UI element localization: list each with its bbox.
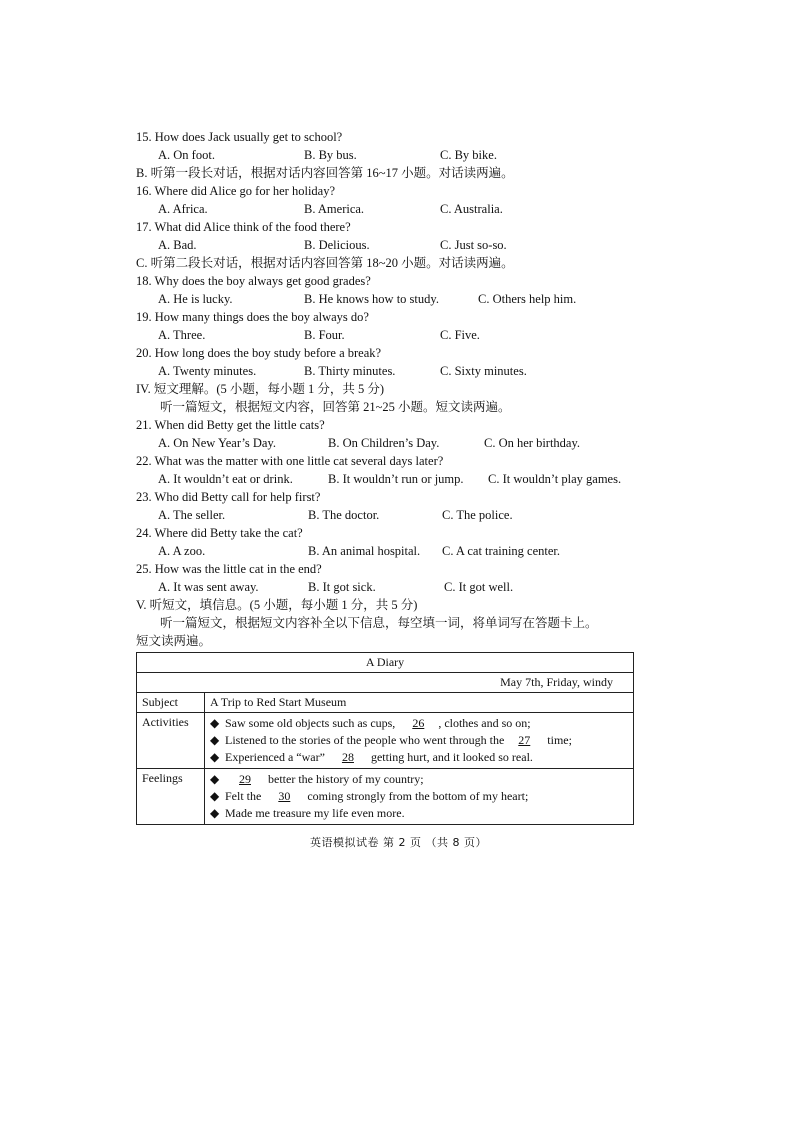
- option-a: A. Three.: [158, 328, 206, 342]
- blank-30: 30: [278, 789, 291, 803]
- question-24: 24. Where did Betty take the cat?: [136, 526, 303, 540]
- question-15: 15. How does Jack usually get to school?: [136, 130, 343, 144]
- option-a: A. On foot.: [158, 148, 215, 162]
- options-24: [136, 542, 646, 560]
- option-c: C. The police.: [442, 508, 513, 522]
- activity-text: Saw some old objects such as cups,: [225, 716, 396, 730]
- question-25: 25. How was the little cat in the end?: [136, 562, 322, 576]
- section-iv-instructions: 听一篇短文，根据短文内容，回答第 21~25 小题。短文读两遍。: [160, 400, 511, 414]
- feeling-text: coming strongly from the bottom of my heart;: [307, 789, 529, 803]
- options-20: [136, 362, 646, 380]
- option-b: B. By bus.: [304, 148, 357, 162]
- option-c: C. On her birthday.: [484, 436, 581, 450]
- diary-table: [136, 652, 634, 825]
- feeling-text: better the history of my country;: [268, 772, 424, 786]
- feelings-label: Feelings: [137, 769, 205, 825]
- diary-title: A Diary: [137, 653, 634, 673]
- feeling-item: [210, 771, 628, 788]
- activities-cell: [205, 713, 634, 769]
- question-23: 23. Who did Betty call for help first?: [136, 490, 321, 504]
- option-c: C. Five.: [440, 328, 480, 342]
- section-c-heading: C. 听第二段长对话，根据对话内容回答第 18~20 小题。对话读两遍。: [136, 256, 514, 270]
- diamond-bullet-icon: ◆: [210, 806, 220, 820]
- option-c: C. A cat training center.: [442, 544, 561, 558]
- activity-text: , clothes and so on;: [438, 716, 531, 730]
- blank-27: 27: [518, 733, 531, 747]
- diamond-bullet-icon: ◆: [210, 733, 220, 747]
- option-a: A. A zoo.: [158, 544, 206, 558]
- question-18: 18. Why does the boy always get good grades?: [136, 274, 371, 288]
- option-b: B. America.: [304, 202, 365, 216]
- blank-29: 29: [239, 772, 251, 786]
- subject-value: A Trip to Red Start Museum: [205, 693, 634, 713]
- option-c: C. It got well.: [444, 580, 514, 594]
- exam-page: [136, 128, 646, 825]
- option-b: B. The doctor.: [308, 508, 380, 522]
- options-23: [136, 506, 646, 524]
- option-b: B. He knows how to study.: [304, 292, 439, 306]
- subject-label: Subject: [137, 693, 205, 713]
- option-a: A. Twenty minutes.: [158, 364, 257, 378]
- feeling-item: [210, 805, 628, 822]
- options-22: [136, 470, 646, 488]
- option-a: A. It was sent away.: [158, 580, 259, 594]
- section-iv-heading: IV. 短文理解。(5 小题，每小题 1 分，共 5 分): [136, 382, 385, 396]
- question-17: 17. What did Alice think of the food there?: [136, 220, 351, 234]
- option-c: C. Australia.: [440, 202, 503, 216]
- section-v-heading: V. 听短文，填信息。(5 小题，每小题 1 分，共 5 分): [136, 598, 418, 612]
- activities-label: Activities: [137, 713, 205, 769]
- diamond-bullet-icon: ◆: [210, 772, 220, 786]
- feelings-cell: [205, 769, 634, 825]
- diamond-bullet-icon: ◆: [210, 750, 220, 764]
- option-c: C. It wouldn’t play games.: [488, 472, 622, 486]
- option-b: B. It wouldn’t run or jump.: [328, 472, 464, 486]
- option-b: B. It got sick.: [308, 580, 376, 594]
- option-a: A. Africa.: [158, 202, 208, 216]
- option-b: B. Thirty minutes.: [304, 364, 396, 378]
- diamond-bullet-icon: ◆: [210, 789, 220, 803]
- question-16: 16. Where did Alice go for her holiday?: [136, 184, 336, 198]
- activity-item: [210, 715, 628, 732]
- activity-text: Listened to the stories of the people who went through the: [225, 733, 505, 747]
- option-a: A. On New Year’s Day.: [158, 436, 277, 450]
- question-20: 20. How long does the boy study before a break?: [136, 346, 382, 360]
- feeling-text: Made me treasure my life even more.: [225, 806, 405, 820]
- option-b: B. On Children’s Day.: [328, 436, 440, 450]
- option-c: C. Just so-so.: [440, 238, 507, 252]
- blank-26: 26: [412, 716, 425, 730]
- option-a: A. The seller.: [158, 508, 226, 522]
- blank-28: 28: [341, 750, 354, 764]
- option-b: B. Four.: [304, 328, 345, 342]
- options-15: [136, 146, 646, 164]
- option-c: C. By bike.: [440, 148, 497, 162]
- feeling-item: [210, 788, 628, 805]
- page-footer: 英语模拟试卷 第 2 页 （共 8 页）: [310, 836, 487, 849]
- feeling-text: Felt the: [225, 789, 262, 803]
- section-b-heading: B. 听第一段长对话，根据对话内容回答第 16~17 小题。对话读两遍。: [136, 166, 514, 180]
- option-b: B. An animal hospital.: [308, 544, 421, 558]
- section-v-instructions: 听一篇短文，根据短文内容补全以下信息，每空填一词，将单词写在答题卡上。: [160, 616, 598, 630]
- question-22: 22. What was the matter with one little cat several days later?: [136, 454, 444, 468]
- diamond-bullet-icon: ◆: [210, 716, 220, 730]
- option-a: A. Bad.: [158, 238, 197, 252]
- activity-text: Experienced a “war”: [225, 750, 325, 764]
- section-v-instructions-cont: 短文读两遍。: [136, 634, 212, 648]
- options-19: [136, 326, 646, 344]
- options-18: [136, 290, 646, 308]
- activity-text: getting hurt, and it looked so real.: [370, 750, 533, 764]
- activity-item: [210, 749, 628, 766]
- options-16: [136, 200, 646, 218]
- options-17: [136, 236, 646, 254]
- option-a: A. He is lucky.: [158, 292, 233, 306]
- diary-date: May 7th, Friday, windy: [137, 673, 634, 693]
- options-21: [136, 434, 646, 452]
- option-b: B. Delicious.: [304, 238, 370, 252]
- option-c: C. Others help him.: [478, 292, 577, 306]
- option-a: A. It wouldn’t eat or drink.: [158, 472, 293, 486]
- activity-item: [210, 732, 628, 749]
- options-25: [136, 578, 646, 596]
- option-c: C. Sixty minutes.: [440, 364, 527, 378]
- question-21: 21. When did Betty get the little cats?: [136, 418, 325, 432]
- activity-text: time;: [547, 733, 572, 747]
- question-19: 19. How many things does the boy always do?: [136, 310, 369, 324]
